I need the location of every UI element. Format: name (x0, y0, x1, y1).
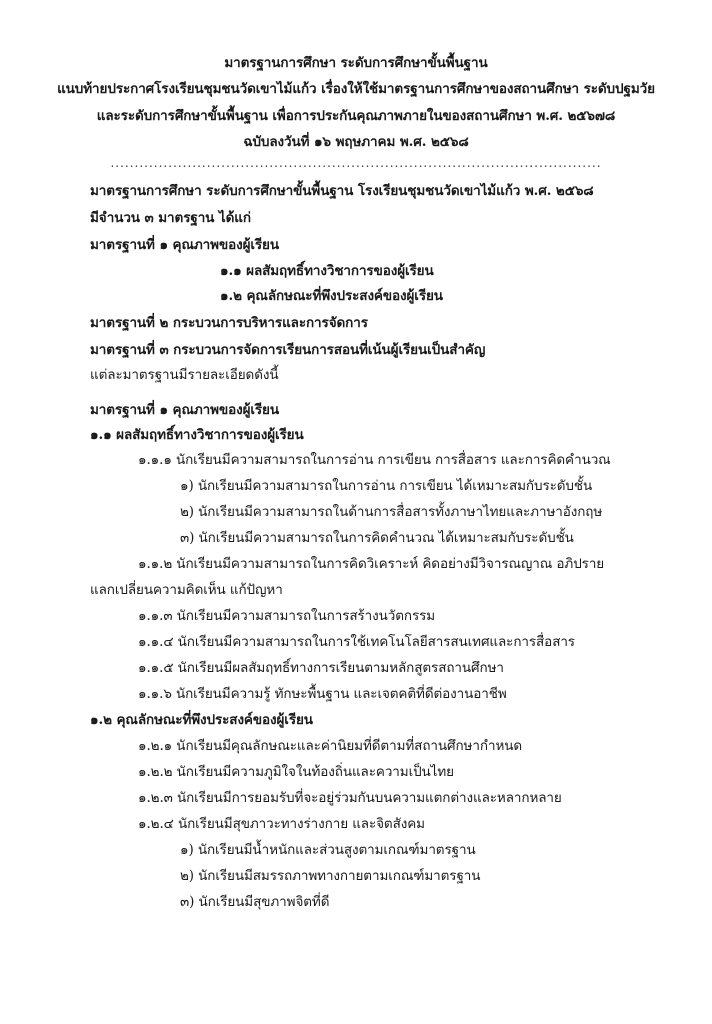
item-1-1-5: ๑.๑.๕ นักเรียนมีผลสัมฤทธิ์ทางการเรียนตามหลักสูตรสถานศึกษา (138, 660, 504, 676)
summary-heading: มาตรฐานการศึกษา ระดับการศึกษาขั้นพื้นฐาน โรงเรียนชุมชนวัดเขาไม้แก้ว พ.ศ. ๒๕๖๘ (90, 183, 594, 199)
detail-section-1-2: ๑.๒ คุณลักษณะที่พึงประสงค์ของผู้เรียน (90, 712, 313, 728)
summary-detail-note: แต่ละมาตรฐานมีรายละเอียดดังนี้ (90, 367, 279, 383)
header-line-3: และระดับการศึกษาขั้นพื้นฐาน เพื่อการประกันคุณภาพภายในของสถานศึกษา พ.ศ. ๒๕๖๗๘ (96, 108, 616, 124)
item-1-2-4-sub-1: ๑) นักเรียนมีน้ำหนักและส่วนสูงตามเกณฑ์มาตรฐาน (180, 842, 476, 858)
summary-count: มีจำนวน ๓ มาตรฐาน ได้แก่ (90, 210, 251, 226)
item-1-2-2: ๑.๒.๒ นักเรียนมีความภูมิใจในท้องถิ่นและความเป็นไทย (138, 764, 454, 780)
item-1-1-1-sub-1: ๑) นักเรียนมีความสามารถในการอ่าน การเขียน ได้เหมาะสมกับระดับชั้น (180, 478, 593, 494)
item-1-2-1: ๑.๒.๑ นักเรียนมีคุณลักษณะและค่านิยมที่ดีตามที่สถานศึกษากำหนด (138, 738, 523, 754)
item-1-1-4: ๑.๑.๔ นักเรียนมีความสามารถในการใช้เทคโนโลยีสารสนเทศและการสื่อสาร (138, 634, 575, 650)
item-1-1-2: ๑.๑.๒ นักเรียนมีความสามารถในการคิดวิเคราะห์ คิดอย่างมีวิจารณญาณ อภิปราย (138, 556, 605, 572)
summary-standard-3: มาตรฐานที่ ๓ กระบวนการจัดการเรียนการสอนที่เน้นผู้เรียนเป็นสำคัญ (90, 342, 486, 358)
summary-standard-1-1: ๑.๑ ผลสัมฤทธิ์ทางวิชาการของผู้เรียน (220, 263, 434, 279)
item-1-1-1: ๑.๑.๑ นักเรียนมีความสามารถในการอ่าน การเขียน การสื่อสาร และการคิดคำนวณ (138, 452, 611, 468)
item-1-1-1-sub-3: ๓) นักเรียนมีความสามารถในการคิดคำนวณ ได้เหมาะสมกับระดับชั้น (180, 530, 574, 546)
item-1-2-4: ๑.๒.๔ นักเรียนมีสุขภาวะทางร่างกาย และจิตสังคม (138, 816, 425, 832)
item-1-1-6: ๑.๑.๖ นักเรียนมีความรู้ ทักษะพื้นฐาน และเจตคติที่ดีต่องานอาชีพ (138, 686, 507, 702)
item-1-1-1-sub-2: ๒) นักเรียนมีความสามารถในด้านการสื่อสารทั้งภาษาไทยและภาษาอังกฤษ (180, 504, 603, 520)
summary-standard-2: มาตรฐานที่ ๒ กระบวนการบริหารและการจัดการ (90, 315, 368, 331)
item-1-2-4-sub-3: ๓) นักเรียนมีสุขภาพจิตที่ดี (180, 894, 330, 910)
header-line-2: แนบท้ายประกาศโรงเรียนชุมชนวัดเขาไม้แก้ว เรื่องให้ใช้มาตรฐานการศึกษาของสถานศึกษา ระดับปฐมวัย (57, 81, 655, 97)
item-1-1-2-continued: แลกเปลี่ยนความคิดเห็น แก้ปัญหา (90, 582, 283, 598)
header-line-4: ฉบับลงวันที่ ๑๖ พฤษภาคม พ.ศ. ๒๕๖๘ (243, 134, 469, 150)
item-1-1-3: ๑.๑.๓ นักเรียนมีความสามารถในการสร้างนวัตกรรม (138, 608, 436, 624)
header-divider: ...................................................................................................... (110, 156, 602, 170)
document-title: มาตรฐานการศึกษา ระดับการศึกษาขั้นพื้นฐาน (224, 55, 488, 71)
summary-standard-1: มาตรฐานที่ ๑ คุณภาพของผู้เรียน (90, 237, 279, 253)
summary-standard-1-2: ๑.๒ คุณลักษณะที่พึงประสงค์ของผู้เรียน (220, 288, 443, 304)
detail-standard-1: มาตรฐานที่ ๑ คุณภาพของผู้เรียน (90, 402, 279, 418)
item-1-2-4-sub-2: ๒) นักเรียนมีสมรรถภาพทางกายตามเกณฑ์มาตรฐาน (180, 868, 481, 884)
item-1-2-3: ๑.๒.๓ นักเรียนมีการยอมรับที่จะอยู่ร่วมกันบนความแตกต่างและหลากหลาย (138, 790, 562, 806)
detail-section-1-1: ๑.๑ ผลสัมฤทธิ์ทางวิชาการของผู้เรียน (90, 427, 304, 443)
